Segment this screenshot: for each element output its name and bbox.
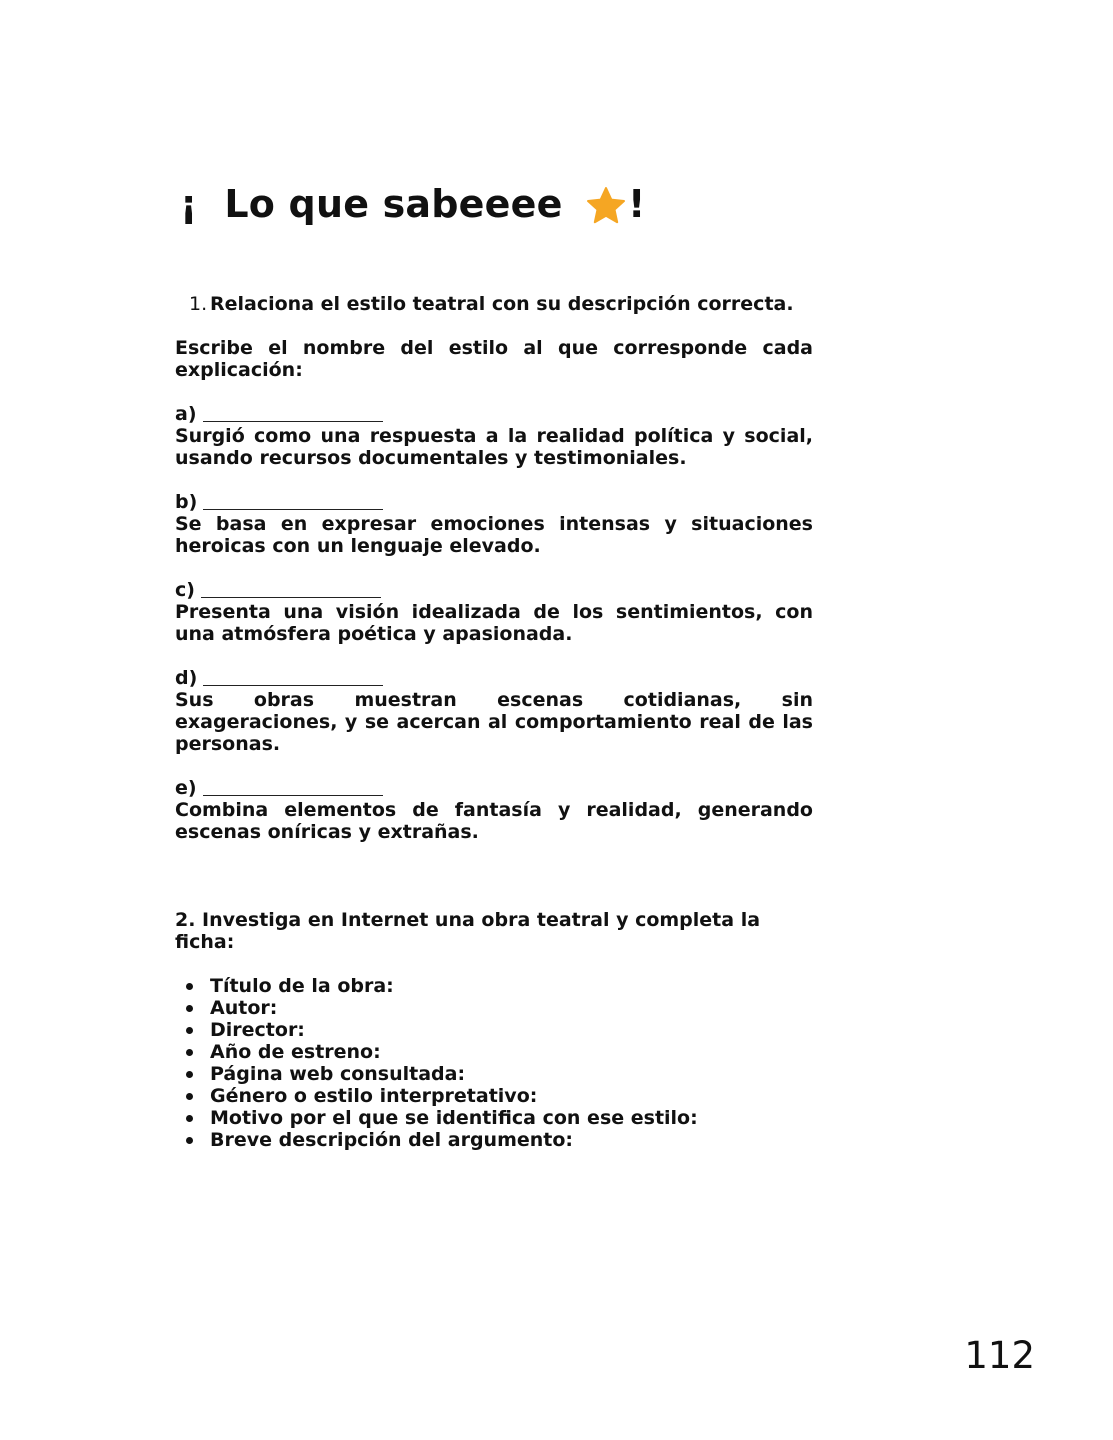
answer-item-a: [175, 403, 813, 469]
page-title: [180, 182, 646, 226]
bullet-icon: [186, 1115, 193, 1122]
bullet-icon: [186, 983, 193, 990]
answer-blank-c[interactable]: [201, 596, 381, 598]
field-label: Breve descripción del argumento:: [210, 1129, 574, 1151]
title-text: ¡ Lo que sabeeee: [180, 182, 576, 226]
item-description: Surgió como una respuesta a la realidad política y social, usando recursos documentales y testimoniales.: [175, 425, 813, 469]
item-letter: a): [175, 403, 197, 425]
field-label: Director:: [210, 1019, 305, 1041]
bullet-icon: [186, 1093, 193, 1100]
ficha-field: [175, 1063, 813, 1085]
answer-item-e: [175, 777, 813, 843]
answer-blank-b[interactable]: [203, 508, 383, 510]
field-label: Motivo por el que se identifica con ese estilo:: [210, 1107, 698, 1129]
item-letter: b): [175, 491, 198, 513]
field-label: Autor:: [210, 997, 278, 1019]
ficha-field: [175, 1107, 813, 1129]
item-description: Sus obras muestran escenas cotidianas, sin exageraciones, y se acercan al comportamiento real de las personas.: [175, 689, 813, 755]
ficha-field: [175, 1041, 813, 1063]
answer-blank-e[interactable]: [203, 794, 383, 796]
question-2-heading: 2. Investiga en Internet una obra teatral y completa la ficha:: [175, 909, 761, 953]
field-label: Título de la obra:: [210, 975, 394, 997]
ficha-field: [175, 1129, 813, 1151]
question-1-text: Relaciona el estilo teatral con su descripción correcta.: [210, 293, 794, 315]
field-label: Género o estilo interpretativo:: [210, 1085, 538, 1107]
field-label: Año de estreno:: [210, 1041, 381, 1063]
answer-item-c: [175, 579, 813, 645]
ficha-field: [175, 975, 813, 997]
item-letter: d): [175, 667, 198, 689]
answer-item-d: [175, 667, 813, 755]
question-1-heading: [189, 293, 813, 315]
ficha-field: [175, 1085, 813, 1107]
star-icon: [586, 186, 626, 226]
ficha-field: [175, 1019, 813, 1041]
bullet-icon: [186, 1071, 193, 1078]
answer-item-b: [175, 491, 813, 557]
title-exclamation: !: [627, 182, 646, 226]
field-label: Página web consultada:: [210, 1063, 466, 1085]
question-1-instruction: Escribe el nombre del estilo al que corresponde cada explicación:: [175, 337, 813, 381]
question-1-number: 1.: [189, 293, 208, 315]
ficha-field-list: [175, 975, 813, 1151]
item-letter: e): [175, 777, 197, 799]
worksheet-content: [175, 293, 813, 1151]
item-description: Combina elementos de fantasía y realidad, generando escenas oníricas y extrañas.: [175, 799, 813, 843]
item-description: Presenta una visión idealizada de los sentimientos, con una atmósfera poética y apasionada.: [175, 601, 813, 645]
page-number: 112: [964, 1334, 1035, 1377]
bullet-icon: [186, 1049, 193, 1056]
bullet-icon: [186, 1027, 193, 1034]
answer-blank-d[interactable]: [203, 684, 383, 686]
answer-blank-a[interactable]: [203, 420, 383, 422]
ficha-field: [175, 997, 813, 1019]
item-description: Se basa en expresar emociones intensas y situaciones heroicas con un lenguaje elevado.: [175, 513, 813, 557]
bullet-icon: [186, 1137, 193, 1144]
bullet-icon: [186, 1005, 193, 1012]
item-letter: c): [175, 579, 195, 601]
